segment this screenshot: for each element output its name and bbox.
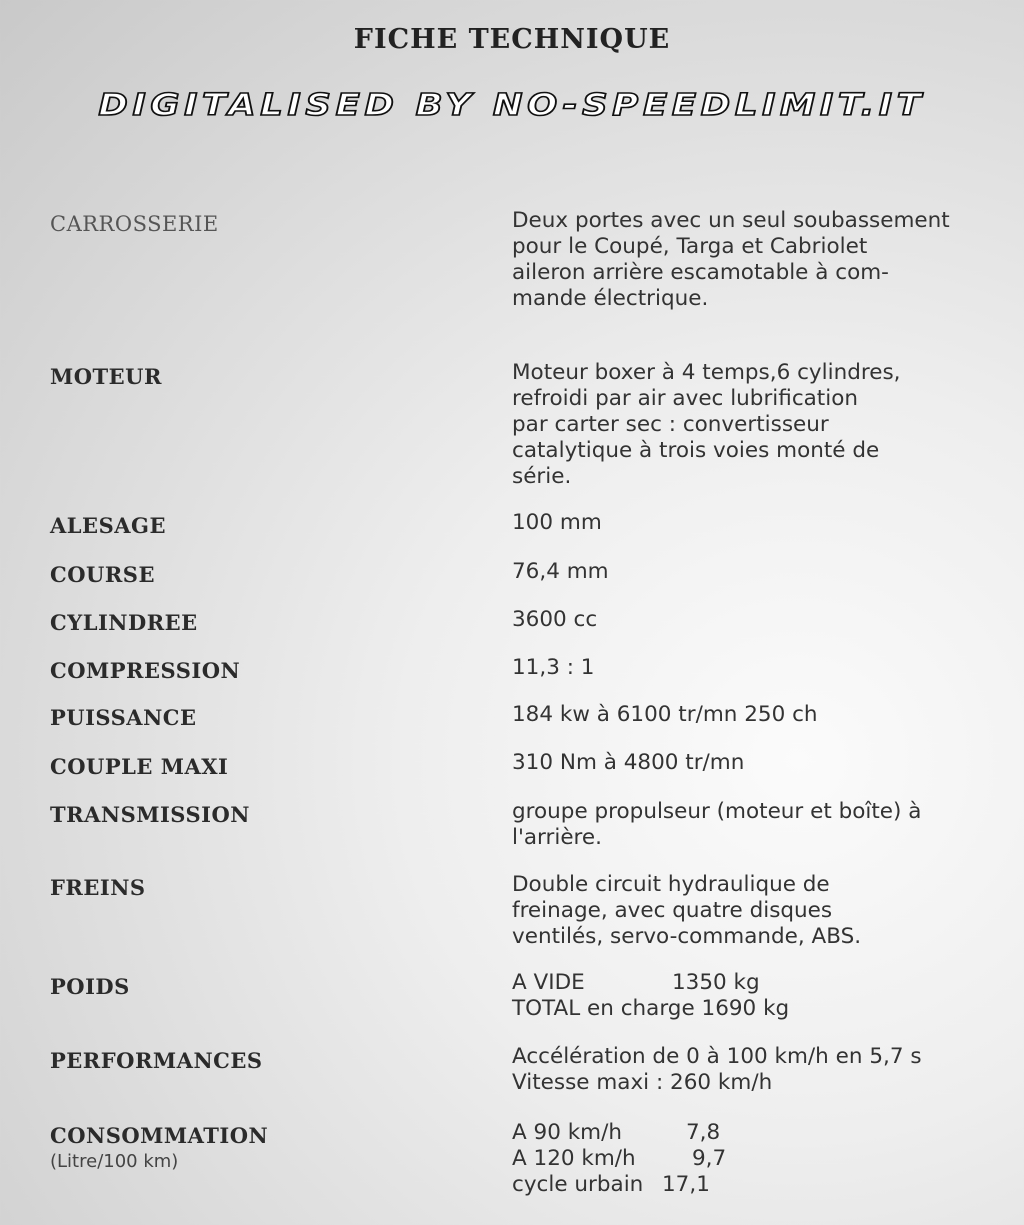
spec-value: 11,3 : 1 [512,655,595,680]
spec-label: PUISSANCE [50,705,197,730]
spec-label: COUPLE MAXI [50,754,229,779]
poids-vide-value: 1350 kg [672,970,760,995]
conso-row-value: 7,8 [686,1120,721,1145]
spec-value-line: par carter sec : convertisseur [512,412,829,437]
conso-row-value: 17,1 [662,1172,710,1197]
spec-value-line: aileron arrière escamotable à com- [512,260,889,285]
spec-value-line: Moteur boxer à 4 temps,6 cylindres, [512,360,901,385]
conso-row [512,1172,1002,1198]
spec-label: COMPRESSION [50,658,241,683]
spec-value-line: catalytique à trois voies monté de [512,438,880,463]
spec-value: 184 kw à 6100 tr/mn 250 ch [512,702,818,727]
spec-value-line: pour le Coupé, Targa et Cabriolet [512,234,868,259]
poids-vide-label: A VIDE [512,970,585,995]
spec-value-line: l'arrière. [512,825,602,850]
spec-value-line: TOTAL en charge 1690 kg [512,996,790,1021]
spec-sublabel: (Litre/100 km) [50,1151,179,1172]
spec-value-line: mande électrique. [512,286,709,311]
spec-label: CYLINDREE [50,610,198,635]
spec-value-line: série. [512,464,572,489]
watermark: DIGITALISED BY NO-SPEEDLIMIT.IT [98,88,926,123]
conso-row [512,1120,1002,1146]
spec-value-line: Double circuit hydraulique de [512,872,830,897]
spec-label: CARROSSERIE [50,212,219,236]
spec-value-line: freinage, avec quatre disques [512,898,833,923]
spec-value: 3600 cc [512,607,598,632]
spec-value-line: groupe propulseur (moteur et boîte) à [512,799,922,824]
spec-label: ALESAGE [50,513,166,538]
spec-label: POIDS [50,974,130,999]
spec-value-line: Accélération de 0 à 100 km/h en 5,7 s [512,1044,922,1069]
spec-value [512,1044,1002,1096]
conso-row-value: 9,7 [692,1146,727,1171]
spec-label: MOTEUR [50,364,162,389]
spec-value [512,208,1002,312]
conso-row-label: cycle urbain [512,1172,644,1197]
spec-label: CONSOMMATION [50,1123,269,1148]
page-title: FICHE TECHNIQUE [353,24,671,55]
spec-value-line [512,970,1002,996]
spec-label: COURSE [50,562,155,587]
spec-value [512,799,1002,851]
spec-value-line: ventilés, servo-commande, ABS. [512,924,862,949]
conso-row-label: A 120 km/h [512,1146,636,1171]
conso-row-label: A 90 km/h [512,1120,622,1145]
spec-label: TRANSMISSION [50,802,250,827]
spec-value [512,872,1002,950]
spec-value: 100 mm [512,510,602,535]
spec-value [512,1120,1002,1198]
spec-value-line: Deux portes avec un seul soubassement [512,208,950,233]
spec-value: 76,4 mm [512,559,609,584]
spec-value-line: refroidi par air avec lubrification [512,386,858,411]
spec-value [512,970,1002,1022]
conso-row [512,1146,1002,1172]
spec-value-line: Vitesse maxi : 260 km/h [512,1070,773,1095]
spec-label: FREINS [50,875,146,900]
spec-value: 310 Nm à 4800 tr/mn [512,750,745,775]
spec-label: PERFORMANCES [50,1048,263,1073]
spec-value [512,360,1002,490]
